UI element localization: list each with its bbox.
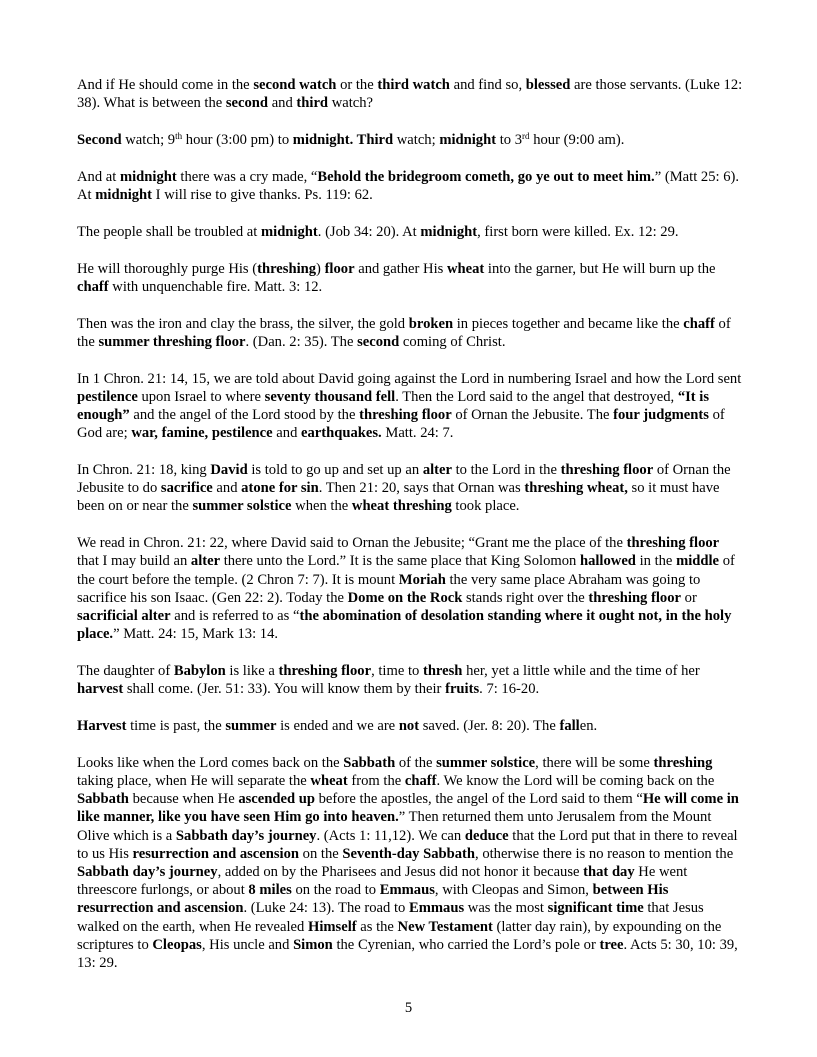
bold-text: Seventh-day Sabbath bbox=[342, 845, 476, 862]
paragraph bbox=[77, 754, 743, 972]
paragraph bbox=[77, 370, 743, 443]
text-run: stands right over the bbox=[462, 589, 589, 606]
bold-text: that day bbox=[583, 864, 635, 881]
bold-text: deduce bbox=[464, 827, 509, 844]
bold-text: Cleopas bbox=[152, 936, 202, 953]
paragraph bbox=[77, 131, 743, 149]
text-run: when the bbox=[291, 498, 352, 515]
bold-text: summer solstice bbox=[192, 498, 292, 515]
text-run: is like a bbox=[225, 663, 279, 680]
bold-text: between His resurrection and ascension bbox=[77, 882, 669, 917]
bold-text: harvest bbox=[77, 681, 124, 698]
text-run: . Then the Lord said to the angel that destroyed, bbox=[395, 388, 678, 405]
text-run: into the garner, but He will burn up the bbox=[484, 260, 716, 277]
bold-text: chaff bbox=[77, 278, 109, 295]
text-run: We read in Chron. 21: 22, where David said to Ornan the Jebusite; “Grant me the place of the bbox=[77, 535, 627, 552]
bold-text: Babylon bbox=[173, 663, 226, 680]
bold-text: midnight bbox=[439, 132, 497, 148]
bold-text: fall bbox=[559, 718, 580, 735]
text-run: . (Luke 24: 13). The road to bbox=[243, 900, 409, 917]
text-run: And if He should come in the bbox=[77, 77, 254, 93]
bold-text: Emmaus bbox=[379, 882, 435, 899]
text-run: and bbox=[212, 480, 242, 497]
text-run: there was a cry made, “ bbox=[176, 168, 318, 185]
text-run: Matt. 24: 7. bbox=[381, 425, 454, 442]
bold-text: midnight bbox=[260, 223, 318, 240]
bold-text: threshing floor bbox=[588, 589, 681, 606]
paragraph bbox=[77, 76, 743, 112]
bold-text: Harvest bbox=[77, 718, 127, 735]
text-run: In 1 Chron. 21: 14, 15, we are told about David going against the Lord in numbering Israel and how the Lord sent bbox=[77, 370, 742, 387]
text-run: took place. bbox=[451, 498, 520, 515]
text-run: because when He bbox=[128, 791, 239, 808]
bold-text: midnight bbox=[420, 223, 478, 240]
text-run: He will thoroughly purge His ( bbox=[77, 260, 258, 277]
text-run: of the bbox=[77, 315, 731, 350]
text-run: and is referred to as “ bbox=[170, 608, 300, 625]
text-run: from the bbox=[347, 773, 405, 790]
text-run: The people shall be troubled at bbox=[77, 223, 261, 240]
bold-text: second bbox=[225, 95, 269, 112]
bold-text: threshing bbox=[653, 754, 713, 771]
bold-text: New Testament bbox=[397, 918, 493, 935]
bold-text: second bbox=[357, 333, 400, 350]
bold-text: earthquakes. bbox=[301, 425, 382, 442]
bold-text: Behold the bridegroom cometh, go ye out to meet him. bbox=[317, 168, 655, 185]
bold-text: third bbox=[296, 95, 329, 112]
paragraph bbox=[77, 168, 743, 204]
text-run: . Then 21: 20, says that Ornan was bbox=[318, 480, 525, 497]
text-run: of the bbox=[395, 754, 437, 771]
text-run: . (Job 34: 20). At bbox=[317, 223, 421, 240]
bold-text: threshing floor bbox=[278, 663, 372, 680]
text-run: taking place, when He will separate the bbox=[77, 773, 311, 790]
text-run: hour (9:00 am). bbox=[529, 132, 625, 148]
text-run: The daughter of bbox=[77, 663, 174, 680]
bold-text: threshing floor bbox=[359, 407, 452, 423]
text-run: with unquenchable fire. Matt. 3: 12. bbox=[108, 278, 323, 295]
text-run: on the road to bbox=[291, 882, 380, 899]
text-run: and bbox=[268, 95, 297, 112]
text-run: ” Matt. 24: 15, Mark 13: 14. bbox=[113, 626, 279, 643]
text-run: Looks like when the Lord comes back on the bbox=[77, 754, 344, 771]
text-run: . (Dan. 2: 35). The bbox=[245, 333, 358, 350]
text-run: the Cyrenian, who carried the Lord’s pole or bbox=[332, 936, 600, 953]
text-run: on the bbox=[299, 845, 343, 862]
text-run: or bbox=[681, 589, 697, 606]
text-run: ” (Matt 25: 6). At bbox=[77, 168, 740, 203]
text-run: in pieces together and became like the bbox=[453, 315, 684, 332]
text-run: of God are; bbox=[77, 407, 725, 442]
text-run: shall come. (Jer. 51: 33). You will know them by their bbox=[123, 681, 446, 698]
text-run: and find so, bbox=[449, 77, 526, 93]
text-run: . Acts 5: 30, 10: 39, 13: 29. bbox=[77, 936, 738, 972]
text-run: as the bbox=[356, 918, 398, 935]
bold-text: summer bbox=[225, 718, 277, 735]
text-run: watch; 9 bbox=[121, 132, 176, 148]
bold-text: sacrificial alter bbox=[77, 608, 171, 625]
bold-text: David bbox=[210, 462, 248, 478]
text-run: time is past, the bbox=[126, 718, 226, 735]
bold-text: Simon bbox=[293, 936, 333, 953]
text-run: there unto the Lord.” It is the same place that King Solomon bbox=[220, 553, 580, 570]
bold-text: wheat bbox=[446, 260, 485, 277]
text-run: and bbox=[272, 425, 302, 442]
text-run: And at bbox=[77, 168, 120, 185]
bold-text: sacrifice bbox=[160, 480, 213, 497]
text-run: and gather His bbox=[354, 260, 447, 277]
superscript-text: rd bbox=[522, 131, 530, 141]
paragraph bbox=[77, 662, 743, 698]
bold-text: resurrection and ascension bbox=[132, 845, 300, 862]
document-body bbox=[77, 76, 743, 991]
text-run: en. bbox=[579, 718, 598, 735]
paragraph bbox=[77, 315, 743, 351]
bold-text: Emmaus bbox=[408, 900, 465, 917]
bold-text: Dome on the Rock bbox=[347, 589, 463, 606]
bold-text: middle bbox=[676, 553, 720, 570]
bold-text: Sabbath bbox=[77, 791, 129, 808]
text-run: are those servants. (Luke 12: 38). What is between the bbox=[77, 77, 743, 112]
text-run: that the Lord put that in there to reveal to us His bbox=[77, 827, 738, 862]
bold-text: war, famine, pestilence bbox=[131, 425, 273, 442]
bold-text: not bbox=[398, 718, 420, 735]
bold-text: “It is enough” bbox=[77, 388, 710, 423]
text-run: , time to bbox=[371, 663, 423, 680]
page-number: 5 bbox=[404, 1000, 413, 1016]
text-run: . 7: 16-20. bbox=[479, 681, 540, 698]
bold-text: threshing floor bbox=[560, 462, 654, 478]
bold-text: threshing wheat, bbox=[524, 480, 628, 497]
bold-text: atone for sin bbox=[241, 480, 319, 497]
bold-text: alter bbox=[190, 553, 221, 570]
text-run: and the angel of the Lord stood by the bbox=[129, 407, 360, 423]
bold-text: chaff bbox=[404, 773, 437, 790]
text-run: of Ornan the Jebusite to do bbox=[77, 462, 731, 497]
bold-text: significant time bbox=[547, 900, 644, 917]
bold-text: ascended up bbox=[238, 791, 315, 808]
bold-text: the abomination of desolation standing where it ought not, in the holy place. bbox=[77, 608, 732, 643]
paragraph bbox=[77, 717, 743, 735]
bold-text: second watch bbox=[253, 77, 337, 93]
text-run: before the apostles, the angel of the Lord said to them “ bbox=[314, 791, 643, 808]
text-run: Then was the iron and clay the brass, the silver, the gold bbox=[77, 315, 409, 332]
text-run: (latter day rain), by expounding on the scriptures to bbox=[77, 918, 722, 953]
bold-text: midnight bbox=[95, 187, 153, 203]
bold-text: pestilence bbox=[77, 388, 138, 405]
text-run: the very same place Abraham was going to sacrifice his son Isaac. (Gen 22: 2). Today the bbox=[77, 571, 701, 606]
bold-text: wheat bbox=[310, 773, 348, 790]
bold-text: thresh bbox=[422, 663, 463, 680]
bold-text: 8 miles bbox=[248, 882, 292, 899]
bold-text: threshing bbox=[257, 260, 317, 277]
text-run: to the Lord in the bbox=[451, 462, 561, 478]
bold-text: blessed bbox=[525, 77, 571, 93]
text-run: of the court before the temple. (2 Chron 7: 7). It is mount bbox=[77, 553, 735, 588]
bold-text: tree bbox=[599, 936, 624, 953]
bold-text: broken bbox=[408, 315, 454, 332]
text-run: to 3 bbox=[496, 132, 523, 148]
bold-text: midnight. Third bbox=[292, 132, 394, 148]
bold-text: summer threshing floor bbox=[98, 333, 246, 350]
bold-text: floor bbox=[324, 260, 355, 277]
text-run: I will rise to give thanks. Ps. 119: 62. bbox=[152, 187, 373, 203]
text-run: , with Cleopas and Simon, bbox=[434, 882, 593, 899]
text-run: saved. (Jer. 8: 20). The bbox=[419, 718, 560, 735]
bold-text: Sabbath day’s journey bbox=[175, 827, 317, 844]
text-run: or the bbox=[336, 77, 378, 93]
bold-text: midnight bbox=[119, 168, 177, 185]
text-run: hour (3:00 pm) to bbox=[182, 132, 293, 148]
paragraph bbox=[77, 260, 743, 296]
bold-text: alter bbox=[422, 462, 452, 478]
text-run: ” Then returned them unto Jerusalem from the Mount Olive which is a bbox=[77, 809, 712, 844]
text-run: is ended and we are bbox=[276, 718, 399, 735]
bold-text: hallowed bbox=[579, 553, 636, 570]
text-run: upon Israel to where bbox=[137, 388, 265, 405]
bold-text: third watch bbox=[377, 77, 450, 93]
text-run: , His uncle and bbox=[201, 936, 294, 953]
text-run: was the most bbox=[464, 900, 548, 917]
text-run: of Ornan the Jebusite. The bbox=[451, 407, 614, 423]
text-run: that I may build an bbox=[77, 553, 191, 570]
text-run: in the bbox=[635, 553, 677, 570]
text-run: that Jesus walked on the earth, when He revealed bbox=[77, 900, 704, 935]
paragraph bbox=[77, 534, 743, 643]
bold-text: summer solstice bbox=[436, 754, 536, 771]
text-run: , added on by the Pharisees and Jesus did not honor it because bbox=[217, 864, 584, 881]
bold-text: four judgments bbox=[613, 407, 709, 423]
text-run: . We know the Lord will be coming back on the bbox=[436, 773, 715, 790]
text-run: . (Acts 1: 11,12). We can bbox=[316, 827, 465, 844]
text-run: watch; bbox=[393, 132, 440, 148]
paragraph bbox=[77, 461, 743, 516]
text-run: , otherwise there is no reason to mention the bbox=[475, 845, 734, 862]
text-run: coming of Christ. bbox=[399, 333, 506, 350]
bold-text: seventy thousand fell bbox=[264, 388, 396, 405]
bold-text: Himself bbox=[307, 918, 357, 935]
bold-text: chaff bbox=[683, 315, 715, 332]
bold-text: fruits bbox=[445, 681, 480, 698]
bold-text: wheat threshing bbox=[351, 498, 452, 515]
superscript-text: th bbox=[175, 131, 183, 141]
text-run: , there will be some bbox=[535, 754, 654, 771]
text-run: , first born were killed. Ex. 12: 29. bbox=[477, 223, 679, 240]
paragraph bbox=[77, 223, 743, 241]
text-run: In Chron. 21: 18, king bbox=[77, 462, 211, 478]
text-run: ) bbox=[316, 260, 325, 277]
text-run: is told to go up and set up an bbox=[247, 462, 423, 478]
bold-text: threshing floor bbox=[626, 535, 720, 552]
text-run: so it must have been on or near the bbox=[77, 480, 720, 515]
text-run: watch? bbox=[328, 95, 374, 112]
text-run: He went threescore furlongs, or about bbox=[77, 864, 688, 899]
bold-text: Sabbath bbox=[343, 754, 396, 771]
text-run: her, yet a little while and the time of her bbox=[462, 663, 700, 680]
bold-text: He will come in like manner, like you have seen Him go into heaven. bbox=[77, 791, 739, 826]
bold-text: Moriah bbox=[398, 571, 446, 588]
bold-text: Sabbath day’s journey bbox=[77, 864, 218, 881]
bold-text: Second bbox=[77, 132, 122, 148]
